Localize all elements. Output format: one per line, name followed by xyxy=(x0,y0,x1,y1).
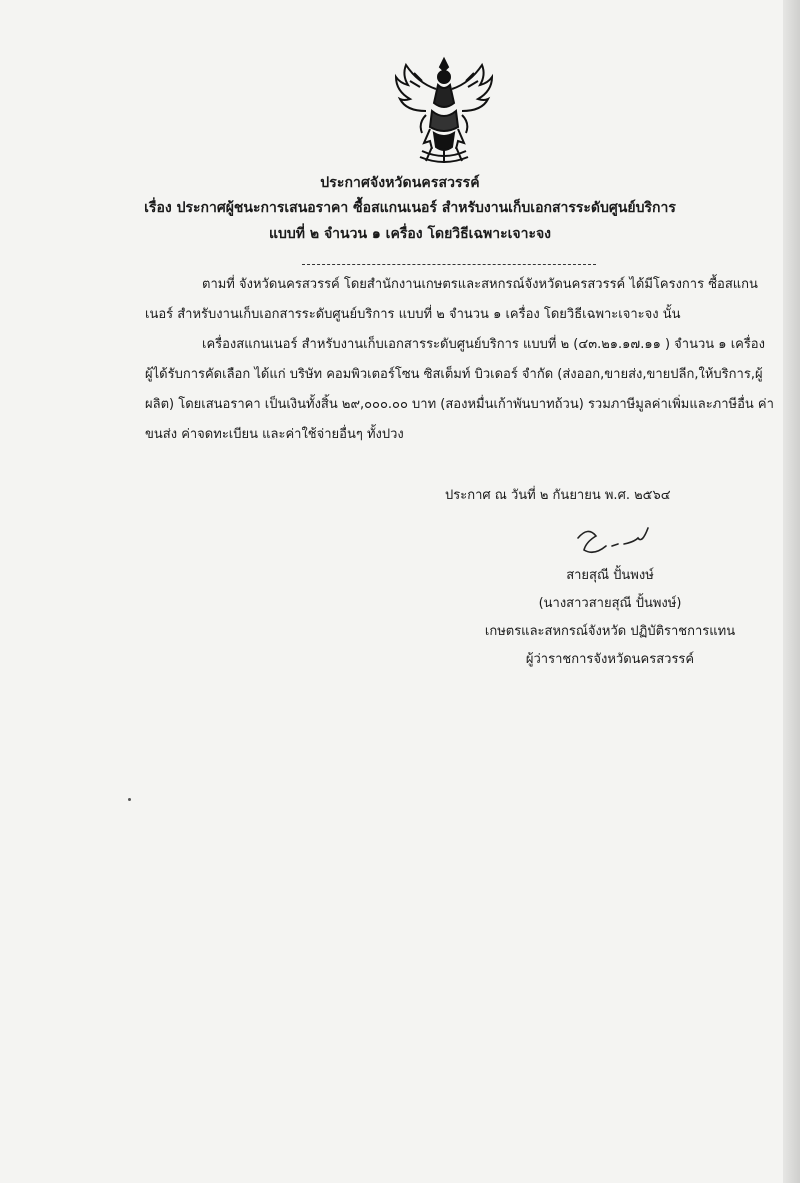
divider-line xyxy=(302,264,596,265)
signer-full-name: (นางสาวสายสุณี ปั้นพงษ์) xyxy=(538,596,682,611)
signer-name: สายสุณี ปั้นพงษ์ xyxy=(566,568,654,583)
signer-office: ผู้ว่าราชการจังหวัดนครสวรรค์ xyxy=(525,652,695,667)
signer-position: เกษตรและสหกรณ์จังหวัด ปฏิบัติราชการแทน xyxy=(484,624,736,639)
paragraph-intro: ตามที่ จังหวัดนครสวรรค์ โดยสำนักงานเกษตรและสหกรณ์จังหวัดนครสวรรค์ ได้มีโครงการ ซื้อสแกนเนอร์ สำหรับงานเก็บเอกสารระดับศูนย์บริการ แบบที่ ๒ จำนวน ๑ เครื่อง โดยวิธีเฉพาะเจาะจง นั้น xyxy=(145,277,758,322)
announce-date: ประกาศ ณ วันที่ ๒ กันยายน พ.ศ. ๒๕๖๔ xyxy=(445,488,671,503)
signature-block xyxy=(470,562,750,674)
document-subject: เรื่อง ประกาศผู้ชนะการเสนอราคา ซื้อสแกนเนอร์ สำหรับงานเก็บเอกสารระดับศูนย์บริการ แบบที่ ๒ จำนวน ๑ เครื่อง โดยวิธีเฉพาะเจาะจง xyxy=(144,200,676,242)
paper-speck xyxy=(128,798,131,801)
document-heading: ประกาศจังหวัดนครสวรรค์ xyxy=(320,175,480,191)
garuda-emblem-icon xyxy=(392,55,496,167)
handwritten-signature-icon xyxy=(572,524,672,560)
paragraph-award: เครื่องสแกนเนอร์ สำหรับงานเก็บเอกสารระดับศูนย์บริการ แบบที่ ๒ (๔๓.๒๑.๑๗.๑๑ ) จำนวน ๑ เครื่อง ผู้ได้รับการคัดเลือก ได้แก่ บริษัท คอมพิวเตอร์โซน ซิสเต็มท์ บิวเดอร์ จำกัด (ส่งออก,ขายส่ง,ขายปลีก,ให้บริการ,ผู้ผลิต) โดยเสนอราคา เป็นเงินทั้งสิ้น ๒๙,๐๐๐.๐๐ บาท (สองหมื่นเก้าพันบาทถ้วน) รวมภาษีมูลค่าเพิ่มและภาษีอื่น ค่าขนส่ง ค่าจดทะเบียน และค่าใช้จ่ายอื่นๆ ทั้งปวง xyxy=(145,337,774,442)
page-edge-shadow xyxy=(783,0,800,1183)
